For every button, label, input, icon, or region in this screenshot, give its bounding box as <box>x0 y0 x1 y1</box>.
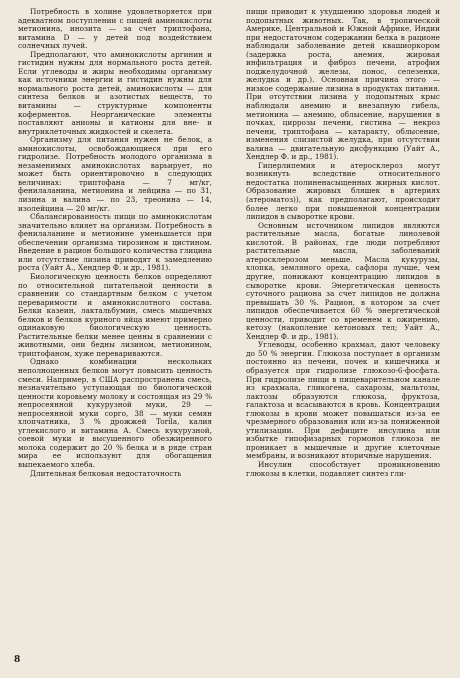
paragraph: Основным источником липидов являются растительные масла, богатые линолевой кислотой. В районах, где люди потребляют растительные масла, заболеваний атеросклерозом меньше. Масла кукурузы, хлопка, земляного ореха, сафлора лучше, чем другие, понижают концентрацию липидов в сыворотке крови. Энергетическая ценность суточного рациона за счет липидов не должна превышать 30 %. Рацион, в котором за счет липидов обеспечивается 60 % энергетической ценности, приводит со временем к ожирению, кетозу (накопление кетоновых тел; Уайт А., Хендлер Ф. и др., 1981). <box>246 220 440 341</box>
paragraph: Длительная белковая недостаточность <box>30 468 182 478</box>
paragraph-continued: пищи приводит к ухудшению здоровья людей и подопытных животных. Так, в тропической Америке, Центральной и Южной Африке, Индии при недостаточном содержании белка в рационе наблюдали заболевание детей квашиоркором (задержка роста, анемия, жировая инфильтрация и фиброз печени, атрофия поджелудочной железы, понос, селезенки, желудка и др.). Основная причина этого — низкое содержание лизина в продуктах питания. При отсутствии лизина у подопытных крыс наблюдали анемию и внезапную гибель, метионина — анемию, облысение, нарушения в почках, циррозы печени, гистина — некроз печени, триптофана — катаракту, облысение, изменения слизистой желудка, при отсутствии валина — двигательную дисфункцию (Уайт А., Хендлер Ф. и др., 1981). <box>246 7 440 162</box>
paragraph: Предполагают, что аминокислоты аргинин и гистидин нужны для нормального роста детей. Если углеводы и жиры необходимы организму как источники энергии и гистидин нужны для нормального роста детей, аминокислоты — для синтеза белков и азотистых веществ, то витамины — структурные компоненты коферментов. Неорганические элементы поставляют анионы и катионы для вне- и внутриклеточных жидкостей и скелета. <box>18 49 212 136</box>
right-column <box>246 8 440 478</box>
paragraph: Однако комбинации нескольких неполноценных белков могут повысить ценность смеси. Например, в США распространена смесь, незначительно уступающая по биологической ценности коровьему молоку и состоящая из 29 % непросеянной кукурузной муки, 29 — непросеянной муки сорго, 38 — муки семян хлопчатника, 3 % дрожжей Torila, калия углекислого и витамина А. Смесь кукурузной, соевой муки и высушенного обезжиренного молока содержит до 20 % белка и в ряде стран мира ее используют для обогащения выпекаемого хлеба. <box>18 357 212 469</box>
left-column <box>18 8 212 478</box>
paragraph: Потребность в холине удовлетворяется при адекватном поступлении с пищей аминокислоты метионина, инозита — за счет триптофана, витамина D — у детей под воздействием солнечных лучей. <box>18 7 212 51</box>
paragraph: Инсулин способствует проникновению глюкозы в клетки, подавляет синтез гли- <box>246 459 440 478</box>
paragraph: Организму для питания нужен не белок, а аминокислоты, освобождающиеся при его гидролизе. Потребность молодого организма в незаменимых аминокислотах варьирует, но может быть ориентировочно в следующих величинах: триптофана — 7 мг/кг, фенилаланина, метионина и лейцина — по 31, лизина и валина — по 23, треонина — 14, изолейцина — 20 мг/кг. <box>18 135 212 213</box>
paragraph: Сбалансированность пищи по аминокислотам значительно влияет на организм. Потребность в фенилаланине и метионине уменьшается при обеспечении организма тирозином и цистином. Введение в рацион большого количества глицина или отсутствие лизина приводят к замедлению роста (Уайт А., Хендлер Ф. и др., 1981). <box>18 212 212 273</box>
page-number: 8 <box>14 655 21 665</box>
paragraph: Гиперлипемия и атеросклероз могут возникнуть вследствие относительного недостатка полиненасыщенных жирных кислот. Образование жировых бляшек в артериях (атероматоз)), как предполагают, происходит более легко при повышенной концентрации липидов в сыворотке крови. <box>246 160 440 222</box>
paragraph: Биологическую ценность белков определяют по относительной питательной ценности в сравнении со стандартным белком с учетом переваримости и аминокислотного состава. Белки казеин, лактальбумин, смесь мышечных белков и белков куриного яйца имеют примерно одинаковую биологическую ценность. Растительные белки менее ценны в сравнении с животными, они бедны лизином, метионином, триптофаном, хуже перевариваются. <box>18 271 212 358</box>
paragraph: Углеводы, особенно крахмал, дают человеку до 50 % энергии. Глюкоза поступает в организм постоянно из печени, почек и кишечника и образуется при гидролизе глюкозо-6-фосфата. При гидролизе пищи в пищеварительном канале из крахмала, гликогена, сахарозы, мальтозы, лактозы образуются глюкоза, фруктоза, галактоза и всасываются в кровь. Концентрация глюкозы в крови может повышаться из-за ее чрезмерного образования или из-за пониженной утилизации. При дефиците инсулина или избытке гипофизарных гормонов глюкоза не проникает в мышечные и другие клеточные мембраны, и возникают вторичные нарушения. <box>246 340 440 461</box>
